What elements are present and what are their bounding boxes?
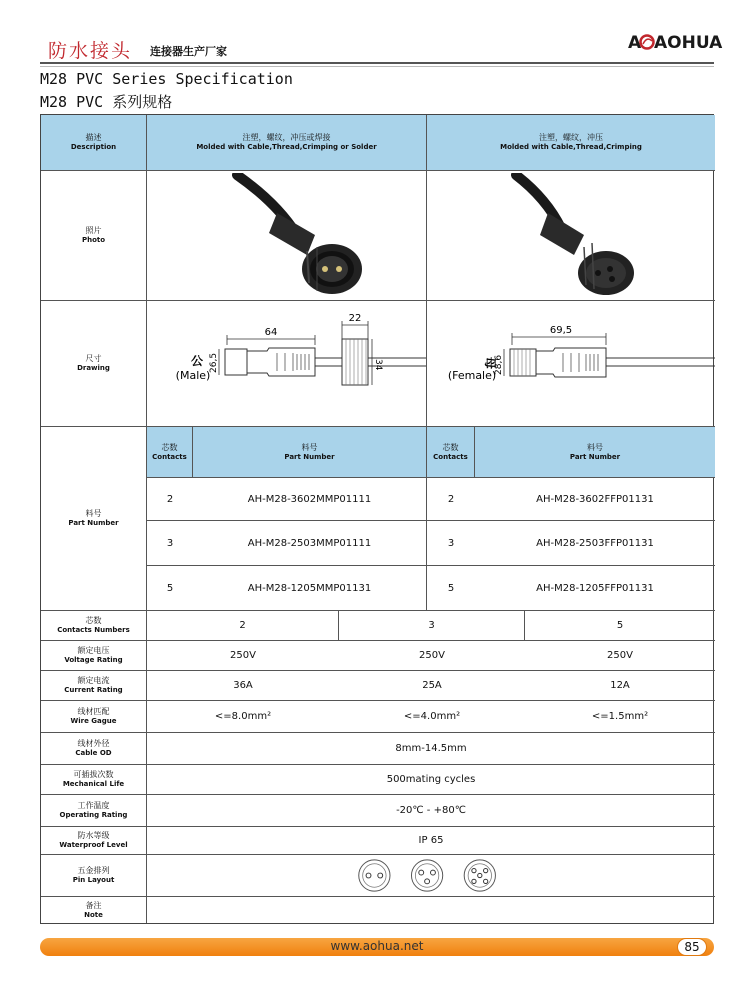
header-subtitle: 连接器生产厂家: [150, 45, 227, 58]
contacts-numbers-label: 芯数 Contacts Numbers: [41, 611, 147, 641]
page-title-en: M28 PVC Series Specification: [40, 70, 293, 88]
header-divider-thin: [40, 66, 714, 67]
wire-value-3: <=1.5mm²: [525, 701, 715, 733]
pn-row-3-female: AH-M28-1205FFP01131: [475, 566, 715, 611]
pn-row-2-contacts-female: 3: [427, 521, 475, 566]
wire-label: 线材匹配 Wire Gague: [41, 701, 147, 733]
current-label: 额定电流 Current Rating: [41, 671, 147, 701]
pin-layout-label: 五金排列 Pin Layout: [41, 855, 147, 897]
dim-dia-34: 34: [373, 359, 383, 371]
spec-table: [40, 114, 714, 924]
note-value: [147, 897, 715, 923]
photo-female: [427, 171, 715, 301]
pin-layout-2-icon: [359, 860, 390, 891]
description-female: 注塑，螺纹，冲压 Molded with Cable,Thread,Crimping: [427, 115, 715, 171]
pn-row-1-male: AH-M28-3602MMP01111: [193, 478, 427, 521]
photo-label: 照片 Photo: [41, 171, 147, 301]
female-symbol: 母: [482, 357, 497, 370]
waterproof-value: IP 65: [147, 827, 715, 855]
contacts-value-2: 3: [339, 611, 525, 641]
footer-url[interactable]: www.aohua.net: [330, 939, 424, 953]
pn-contacts-header-male: 芯数 Contacts: [147, 427, 193, 478]
voltage-value-2: 250V: [339, 641, 525, 671]
voltage-label: 额定电压 Voltage Rating: [41, 641, 147, 671]
operating-rating-label: 工作温度 Operating Rating: [41, 795, 147, 827]
pin-layout-3-icon: [411, 860, 442, 891]
drawing-label: 尺寸 Drawing: [41, 301, 147, 427]
current-value-3: 12A: [525, 671, 715, 701]
photo-male: [147, 171, 427, 301]
female-label: (Female): [447, 369, 496, 382]
mechanical-life-value: 500mating cycles: [147, 765, 715, 795]
pn-row-1-contacts-female: 2: [427, 478, 475, 521]
pn-row-2-male: AH-M28-2503MMP01111: [193, 521, 427, 566]
page-title-cn: M28 PVC 系列规格: [40, 93, 173, 111]
dim-length-64: 64: [264, 327, 278, 338]
header-title: 防水接头: [48, 40, 133, 62]
male-symbol: 公: [190, 354, 204, 368]
note-label: 备注 Note: [41, 897, 147, 923]
pn-row-2-female: AH-M28-2503FFP01131: [475, 521, 715, 566]
pn-row-3-contacts-male: 5: [147, 566, 193, 611]
current-value-2: 25A: [339, 671, 525, 701]
voltage-value-1: 250V: [147, 641, 339, 671]
female-dimension-drawing: [428, 301, 715, 426]
pin-layout-5-icon: [464, 860, 495, 891]
operating-rating-value: -20℃ - +80℃: [147, 795, 715, 827]
cable-od-label: 线材外径 Cable OD: [41, 733, 147, 765]
contacts-value-1: 2: [147, 611, 339, 641]
mechanical-life-label: 可插拔次数 Mechanical Life: [41, 765, 147, 795]
pn-header-female: 料号 Part Number: [475, 427, 715, 478]
dim-length-69-5: 69,5: [549, 325, 572, 336]
pn-contacts-header-female: 芯数 Contacts: [427, 427, 475, 478]
svg-text:A: A: [628, 33, 642, 52]
contacts-value-3: 5: [525, 611, 715, 641]
pn-row-2-contacts-male: 3: [147, 521, 193, 566]
pn-row-1-female: AH-M28-3602FFP01131: [475, 478, 715, 521]
header-divider: [40, 62, 714, 64]
pn-row-1-contacts-male: 2: [147, 478, 193, 521]
drawing-female: [427, 301, 715, 427]
pn-row-3-contacts-female: 5: [427, 566, 475, 611]
pin-layout-diagrams: [147, 855, 715, 896]
female-connector-photo: [436, 173, 706, 298]
waterproof-label: 防水等级 Waterproof Level: [41, 827, 147, 855]
pn-row-3-male: AH-M28-1205MMP01131: [193, 566, 427, 611]
dim-height-28-6: 28,6: [493, 354, 504, 375]
dim-height-26-5: 26,5: [209, 352, 219, 373]
male-label: (Male): [175, 369, 211, 382]
dim-nut-22: 22: [348, 313, 362, 324]
logo-text: AOHUA: [654, 33, 723, 53]
wire-value-1: <=8.0mm²: [147, 701, 339, 733]
cable-od-value: 8mm-14.5mm: [147, 733, 715, 765]
male-connector-photo: [157, 173, 417, 298]
page-number: 85: [677, 938, 707, 956]
description-label: 描述 Description: [41, 115, 147, 171]
description-male: 注塑，螺纹，冲压或焊接 Molded with Cable,Thread,Crimping or Solder: [147, 115, 427, 171]
male-dimension-drawing: [147, 301, 426, 426]
drawing-male: [147, 301, 427, 427]
part-number-label: 料号 Part Number: [41, 427, 147, 611]
wire-value-2: <=4.0mm²: [339, 701, 525, 733]
pin-layout-value: [147, 855, 715, 897]
pn-header-male: 料号 Part Number: [193, 427, 427, 478]
voltage-value-3: 250V: [525, 641, 715, 671]
current-value-1: 36A: [147, 671, 339, 701]
